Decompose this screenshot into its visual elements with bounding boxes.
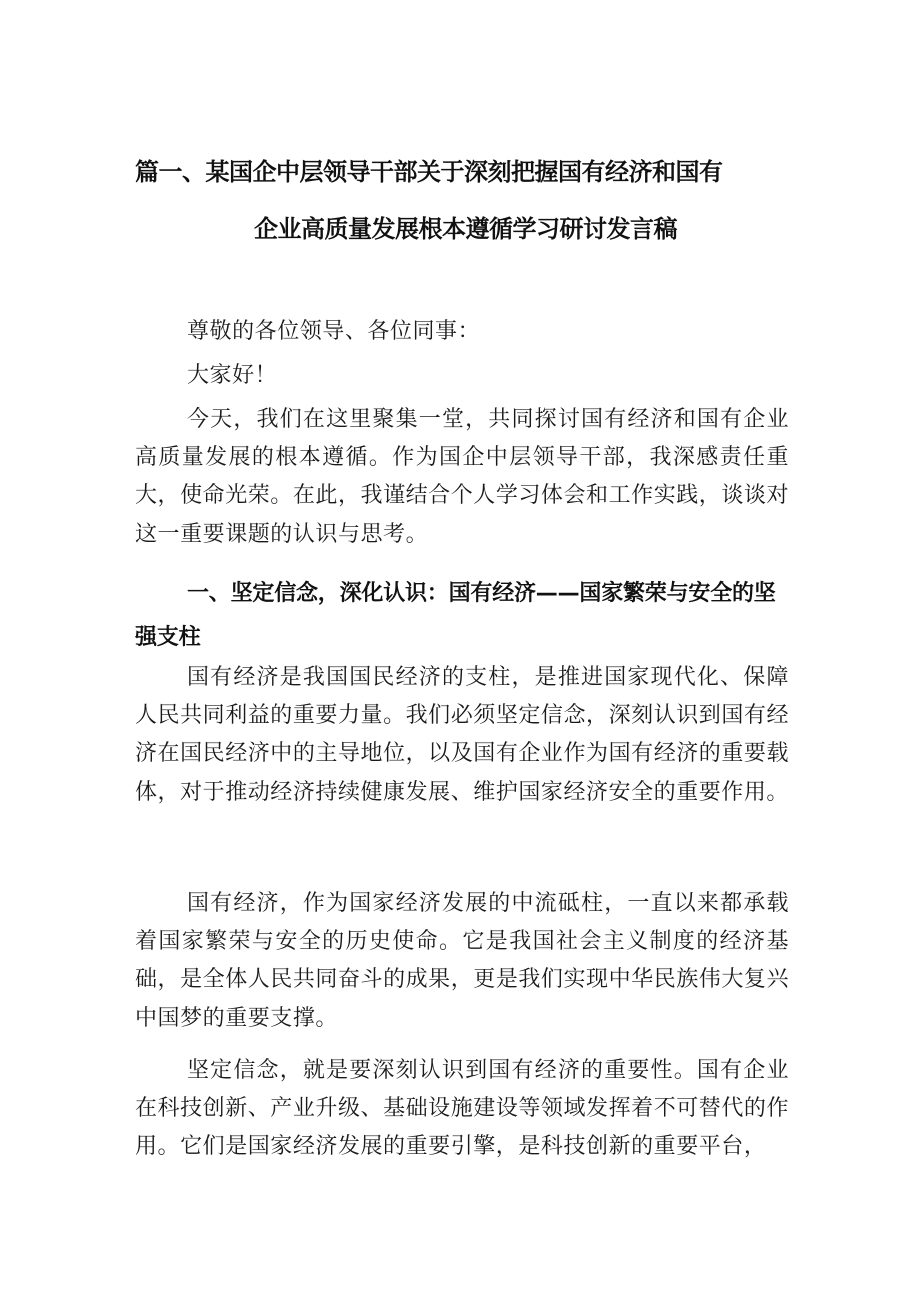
paragraph-intro: 今天，我们在这里聚集一堂，共同探讨国有经济和国有企业高质量发展的根本遵循。作为国企中层领导干部，我深感责任重大，使命光荣。在此，我谨结合个人学习体会和工作实践，谈谈对这一重要课题的认识与思考。 bbox=[135, 407, 789, 547]
paragraph: 国有经济是我国国民经济的支柱，是推进国家现代化、保障人民共同利益的重要力量。我们必须坚定信念，深刻认识到国有经济在国民经济中的主导地位，以及国有企业作为国有经济的重要载体，对于推动经济持续健康发展、维护国家经济安全的重要作用。 bbox=[135, 665, 789, 805]
paragraph: 国有经济，作为国家经济发展的中流砥柱，一直以来都承载着国家繁荣与安全的历史使命。它是我国社会主义制度的经济基础，是全体人民共同奋斗的成果，更是我们实现中华民族伟大复兴中国梦的重要支撑。 bbox=[135, 891, 789, 1031]
salutation: 大家好！ bbox=[187, 363, 278, 388]
greeting: 尊敬的各位领导、各位同事： bbox=[187, 319, 481, 344]
document-title-line-2: 企业高质量发展根本遵循学习研讨发言稿 bbox=[254, 215, 677, 243]
section-heading-1: 一、坚定信念，深化认识：国有经济——国家繁荣与安全的坚强支柱 bbox=[135, 581, 776, 650]
paragraph: 坚定信念，就是要深刻认识到国有经济的重要性。国有企业在科技创新、产业升级、基础设施建设等领域发挥着不可替代的作用。它们是国家经济发展的重要引擎，是科技创新的重要平台， bbox=[135, 1058, 789, 1160]
document-title-line-1: 篇一、某国企中层领导干部关于深刻把握国有经济和国有 bbox=[135, 158, 723, 186]
